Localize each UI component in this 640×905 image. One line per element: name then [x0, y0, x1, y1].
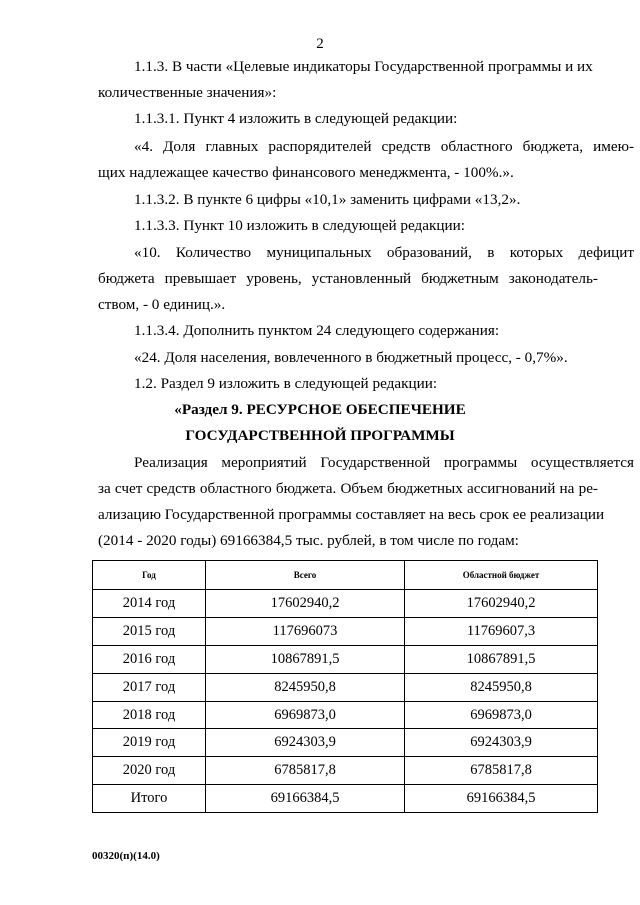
- table-header-row: [93, 561, 598, 590]
- cell-total: 6924303,9: [206, 729, 405, 757]
- cell-regional-budget: 17602940,2: [405, 590, 598, 618]
- cell-year: Итого: [93, 785, 206, 813]
- paragraph-6-line-2: бюджета превышает уровень, установленный бюджетным законодатель-: [98, 270, 598, 287]
- paragraph-8: «24. Доля населения, вовлеченного в бюджетный процесс, - 0,7%».: [134, 349, 568, 366]
- cell-regional-budget: 11769607,3: [405, 617, 598, 645]
- cell-year: 2014 год: [93, 590, 206, 618]
- cell-year: 2015 год: [93, 617, 206, 645]
- table-row: [93, 617, 598, 645]
- paragraph-10-line-2: за счет средств областного бюджета. Объем бюджетных ассигнований на ре-: [98, 480, 598, 497]
- table-row: [93, 757, 598, 785]
- cell-regional-budget: 6785817,8: [405, 757, 598, 785]
- cell-year: 2020 год: [93, 757, 206, 785]
- paragraph-1-line-1: 1.1.3. В части «Целевые индикаторы Государственной программы и их: [134, 58, 593, 75]
- table-row: [93, 701, 598, 729]
- cell-year: 2017 год: [93, 673, 206, 701]
- cell-regional-budget: 8245950,8: [405, 673, 598, 701]
- table-row: [93, 729, 598, 757]
- cell-regional-budget: 10867891,5: [405, 645, 598, 673]
- section-heading-line-2: ГОСУДАРСТВЕННОЙ ПРОГРАММЫ: [185, 427, 455, 444]
- cell-regional-budget: 6969873,0: [405, 701, 598, 729]
- cell-year: 2018 год: [93, 701, 206, 729]
- paragraph-9: 1.2. Раздел 9 изложить в следующей редакции:: [134, 375, 438, 392]
- cell-total: 10867891,5: [206, 645, 405, 673]
- cell-year: 2016 год: [93, 645, 206, 673]
- table-row: [93, 645, 598, 673]
- cell-total: 8245950,8: [206, 673, 405, 701]
- paragraph-10-line-3: ализацию Государственной программы составляет на весь срок ее реализации: [98, 506, 605, 523]
- cell-regional-budget: 69166384,5: [405, 785, 598, 813]
- paragraph-6-line-3: ством, - 0 единиц.».: [98, 296, 226, 313]
- cell-total: 69166384,5: [206, 785, 405, 813]
- cell-year: 2019 год: [93, 729, 206, 757]
- paragraph-3-line-1: «4. Доля главных распорядителей средств областного бюджета, имею-: [134, 138, 634, 155]
- header-regional-budget: Областной бюджет: [405, 561, 598, 590]
- header-year: Год: [93, 561, 206, 590]
- page-number: 2: [316, 36, 324, 52]
- paragraph-4: 1.1.3.2. В пункте 6 цифры «10,1» заменить цифрами «13,2».: [134, 191, 521, 208]
- section-heading-line-1: «Раздел 9. РЕСУРСНОЕ ОБЕСПЕЧЕНИЕ: [174, 401, 466, 418]
- paragraph-10-line-1: Реализация мероприятий Государственной программы осуществляется: [134, 454, 634, 471]
- header-total: Всего: [206, 561, 405, 590]
- resource-table: [92, 560, 598, 813]
- cell-regional-budget: 6924303,9: [405, 729, 598, 757]
- cell-total: 6785817,8: [206, 757, 405, 785]
- cell-total: 117696073: [206, 617, 405, 645]
- table-row: [93, 673, 598, 701]
- cell-total: 6969873,0: [206, 701, 405, 729]
- paragraph-3-line-2: щих надлежащее качество финансового менеджмента, - 100%.».: [98, 164, 514, 181]
- paragraph-7: 1.1.3.4. Дополнить пунктом 24 следующего содержания:: [134, 322, 500, 339]
- document-code: 00320(п)(14.0): [92, 850, 160, 862]
- paragraph-1-line-2: количественные значения»:: [98, 84, 277, 101]
- table-row-total: [93, 785, 598, 813]
- cell-total: 17602940,2: [206, 590, 405, 618]
- paragraph-5: 1.1.3.3. Пункт 10 изложить в следующей редакции:: [134, 217, 465, 234]
- paragraph-6-line-1: «10. Количество муниципальных образований, в которых дефицит: [134, 244, 634, 261]
- paragraph-10-line-4: (2014 - 2020 годы) 69166384,5 тыс. рублей, в том числе по годам:: [98, 532, 519, 549]
- paragraph-2: 1.1.3.1. Пункт 4 изложить в следующей редакции:: [134, 110, 458, 127]
- table-row: [93, 590, 598, 618]
